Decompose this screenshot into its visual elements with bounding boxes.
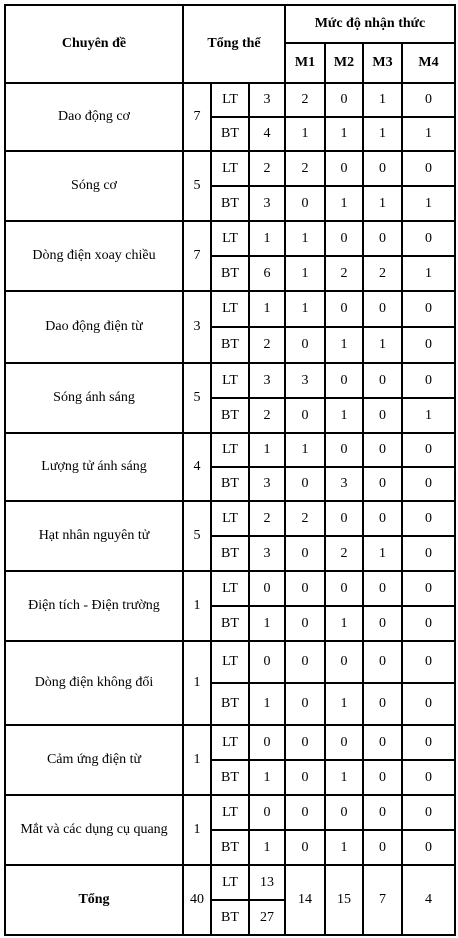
level-m4-cell: 0 bbox=[402, 327, 455, 363]
topic-total-cell: 3 bbox=[183, 291, 211, 363]
level-m3-cell: 0 bbox=[363, 795, 402, 830]
level-m3-cell: 0 bbox=[363, 641, 402, 683]
question-type-cell: LT bbox=[211, 83, 249, 117]
question-type-cell: BT bbox=[211, 830, 249, 865]
total-lt-count-cell: 13 bbox=[249, 865, 285, 900]
question-type-cell: LT bbox=[211, 641, 249, 683]
question-type-cell: BT bbox=[211, 398, 249, 433]
header-level-m1: M1 bbox=[285, 43, 325, 83]
level-m4-cell: 0 bbox=[402, 151, 455, 186]
level-m2-cell: 0 bbox=[325, 363, 363, 398]
level-m1-cell: 0 bbox=[285, 795, 325, 830]
question-type-cell: BT bbox=[211, 256, 249, 291]
level-m2-cell: 0 bbox=[325, 795, 363, 830]
question-count-cell: 3 bbox=[249, 186, 285, 221]
total-level-m4-cell: 4 bbox=[402, 865, 455, 935]
topic-total-cell: 7 bbox=[183, 221, 211, 291]
total-level-m3-cell: 7 bbox=[363, 865, 402, 935]
question-count-cell: 3 bbox=[249, 467, 285, 501]
topic-total-cell: 7 bbox=[183, 83, 211, 151]
question-type-cell: LT bbox=[211, 571, 249, 606]
level-m3-cell: 2 bbox=[363, 256, 402, 291]
level-m3-cell: 0 bbox=[363, 760, 402, 795]
level-m1-cell: 1 bbox=[285, 221, 325, 256]
level-m1-cell: 2 bbox=[285, 501, 325, 536]
question-type-cell: BT bbox=[211, 117, 249, 151]
total-label-cell: Tổng bbox=[5, 865, 183, 935]
header-level-m2: M2 bbox=[325, 43, 363, 83]
level-m2-cell: 1 bbox=[325, 327, 363, 363]
header-topic: Chuyên đề bbox=[5, 5, 183, 83]
level-m2-cell: 0 bbox=[325, 641, 363, 683]
question-type-cell: BT bbox=[211, 760, 249, 795]
question-count-cell: 1 bbox=[249, 830, 285, 865]
level-m1-cell: 0 bbox=[285, 398, 325, 433]
question-type-cell: LT bbox=[211, 221, 249, 256]
level-m2-cell: 1 bbox=[325, 186, 363, 221]
question-count-cell: 3 bbox=[249, 536, 285, 571]
topic-total-cell: 1 bbox=[183, 725, 211, 795]
knowledge-level-table bbox=[5, 5, 455, 935]
question-count-cell: 1 bbox=[249, 760, 285, 795]
level-m1-cell: 0 bbox=[285, 571, 325, 606]
question-count-cell: 3 bbox=[249, 363, 285, 398]
level-m2-cell: 1 bbox=[325, 683, 363, 725]
level-m2-cell: 0 bbox=[325, 725, 363, 760]
level-m4-cell: 0 bbox=[402, 830, 455, 865]
level-m4-cell: 0 bbox=[402, 83, 455, 117]
level-m1-cell: 2 bbox=[285, 83, 325, 117]
level-m2-cell: 0 bbox=[325, 501, 363, 536]
level-m2-cell: 1 bbox=[325, 117, 363, 151]
header-level-m3: M3 bbox=[363, 43, 402, 83]
level-m3-cell: 0 bbox=[363, 501, 402, 536]
topic-cell: Mắt và các dụng cụ quang bbox=[5, 795, 183, 865]
total-bt-type-cell: BT bbox=[211, 900, 249, 935]
total-bt-count-cell: 27 bbox=[249, 900, 285, 935]
topic-cell: Sóng ánh sáng bbox=[5, 363, 183, 433]
question-count-cell: 2 bbox=[249, 151, 285, 186]
level-m2-cell: 0 bbox=[325, 83, 363, 117]
level-m3-cell: 1 bbox=[363, 83, 402, 117]
question-count-cell: 1 bbox=[249, 221, 285, 256]
header-level-m4: M4 bbox=[402, 43, 455, 83]
topic-cell: Sóng cơ bbox=[5, 151, 183, 221]
level-m3-cell: 1 bbox=[363, 117, 402, 151]
level-m2-cell: 0 bbox=[325, 571, 363, 606]
topic-total-cell: 5 bbox=[183, 501, 211, 571]
level-m1-cell: 3 bbox=[285, 363, 325, 398]
level-m4-cell: 1 bbox=[402, 256, 455, 291]
topic-cell: Dòng điện xoay chiều bbox=[5, 221, 183, 291]
topic-cell: Dao động cơ bbox=[5, 83, 183, 151]
level-m1-cell: 0 bbox=[285, 760, 325, 795]
question-type-cell: LT bbox=[211, 433, 249, 467]
level-m1-cell: 0 bbox=[285, 830, 325, 865]
topic-cell: Hạt nhân nguyên tử bbox=[5, 501, 183, 571]
question-type-cell: BT bbox=[211, 186, 249, 221]
level-m2-cell: 0 bbox=[325, 291, 363, 327]
question-type-cell: LT bbox=[211, 501, 249, 536]
level-m1-cell: 0 bbox=[285, 536, 325, 571]
level-m3-cell: 0 bbox=[363, 398, 402, 433]
topic-cell: Lượng tử ánh sáng bbox=[5, 433, 183, 501]
level-m1-cell: 1 bbox=[285, 256, 325, 291]
question-type-cell: BT bbox=[211, 536, 249, 571]
level-m1-cell: 2 bbox=[285, 151, 325, 186]
level-m4-cell: 0 bbox=[402, 641, 455, 683]
level-m2-cell: 3 bbox=[325, 467, 363, 501]
level-m1-cell: 1 bbox=[285, 433, 325, 467]
document-frame bbox=[4, 4, 456, 936]
level-m4-cell: 0 bbox=[402, 571, 455, 606]
question-count-cell: 1 bbox=[249, 291, 285, 327]
level-m2-cell: 1 bbox=[325, 760, 363, 795]
level-m2-cell: 2 bbox=[325, 536, 363, 571]
header-overall: Tổng thể bbox=[183, 5, 285, 83]
level-m3-cell: 0 bbox=[363, 683, 402, 725]
level-m4-cell: 0 bbox=[402, 221, 455, 256]
level-m4-cell: 0 bbox=[402, 433, 455, 467]
level-m2-cell: 0 bbox=[325, 433, 363, 467]
question-count-cell: 0 bbox=[249, 641, 285, 683]
question-type-cell: LT bbox=[211, 795, 249, 830]
level-m4-cell: 0 bbox=[402, 606, 455, 641]
level-m3-cell: 0 bbox=[363, 830, 402, 865]
level-m4-cell: 0 bbox=[402, 536, 455, 571]
question-type-cell: LT bbox=[211, 725, 249, 760]
question-count-cell: 3 bbox=[249, 83, 285, 117]
level-m4-cell: 0 bbox=[402, 467, 455, 501]
level-m4-cell: 0 bbox=[402, 363, 455, 398]
level-m3-cell: 1 bbox=[363, 186, 402, 221]
question-count-cell: 2 bbox=[249, 327, 285, 363]
level-m4-cell: 0 bbox=[402, 291, 455, 327]
question-count-cell: 6 bbox=[249, 256, 285, 291]
level-m2-cell: 2 bbox=[325, 256, 363, 291]
level-m3-cell: 0 bbox=[363, 291, 402, 327]
level-m3-cell: 0 bbox=[363, 467, 402, 501]
level-m3-cell: 0 bbox=[363, 151, 402, 186]
topic-total-cell: 1 bbox=[183, 795, 211, 865]
level-m1-cell: 0 bbox=[285, 641, 325, 683]
topic-total-cell: 5 bbox=[183, 151, 211, 221]
question-count-cell: 1 bbox=[249, 433, 285, 467]
question-count-cell: 2 bbox=[249, 398, 285, 433]
level-m4-cell: 1 bbox=[402, 186, 455, 221]
topic-total-cell: 1 bbox=[183, 641, 211, 725]
question-count-cell: 2 bbox=[249, 501, 285, 536]
level-m2-cell: 1 bbox=[325, 606, 363, 641]
question-type-cell: BT bbox=[211, 327, 249, 363]
level-m4-cell: 0 bbox=[402, 725, 455, 760]
level-m4-cell: 1 bbox=[402, 117, 455, 151]
total-lt-type-cell: LT bbox=[211, 865, 249, 900]
question-count-cell: 0 bbox=[249, 795, 285, 830]
level-m4-cell: 0 bbox=[402, 795, 455, 830]
question-type-cell: LT bbox=[211, 291, 249, 327]
question-count-cell: 1 bbox=[249, 606, 285, 641]
topic-total-cell: 1 bbox=[183, 571, 211, 641]
level-m2-cell: 0 bbox=[325, 151, 363, 186]
level-m3-cell: 0 bbox=[363, 606, 402, 641]
level-m1-cell: 0 bbox=[285, 186, 325, 221]
level-m3-cell: 0 bbox=[363, 433, 402, 467]
question-count-cell: 4 bbox=[249, 117, 285, 151]
total-level-m1-cell: 14 bbox=[285, 865, 325, 935]
question-type-cell: LT bbox=[211, 363, 249, 398]
topic-total-cell: 4 bbox=[183, 433, 211, 501]
level-m1-cell: 0 bbox=[285, 327, 325, 363]
topic-cell: Dao động điện từ bbox=[5, 291, 183, 363]
question-type-cell: BT bbox=[211, 683, 249, 725]
topic-cell: Dòng điện không đổi bbox=[5, 641, 183, 725]
level-m1-cell: 0 bbox=[285, 683, 325, 725]
grand-total-cell: 40 bbox=[183, 865, 211, 935]
level-m3-cell: 0 bbox=[363, 725, 402, 760]
level-m4-cell: 1 bbox=[402, 398, 455, 433]
level-m2-cell: 0 bbox=[325, 221, 363, 256]
topic-cell: Cảm ứng điện từ bbox=[5, 725, 183, 795]
question-type-cell: LT bbox=[211, 151, 249, 186]
level-m4-cell: 0 bbox=[402, 760, 455, 795]
level-m2-cell: 1 bbox=[325, 830, 363, 865]
level-m4-cell: 0 bbox=[402, 683, 455, 725]
topic-cell: Điện tích - Điện trường bbox=[5, 571, 183, 641]
level-m1-cell: 0 bbox=[285, 467, 325, 501]
level-m3-cell: 1 bbox=[363, 536, 402, 571]
level-m2-cell: 1 bbox=[325, 398, 363, 433]
level-m4-cell: 0 bbox=[402, 501, 455, 536]
level-m3-cell: 0 bbox=[363, 571, 402, 606]
question-count-cell: 0 bbox=[249, 725, 285, 760]
level-m1-cell: 0 bbox=[285, 606, 325, 641]
level-m3-cell: 0 bbox=[363, 221, 402, 256]
level-m1-cell: 0 bbox=[285, 725, 325, 760]
level-m1-cell: 1 bbox=[285, 291, 325, 327]
level-m1-cell: 1 bbox=[285, 117, 325, 151]
question-type-cell: BT bbox=[211, 467, 249, 501]
total-level-m2-cell: 15 bbox=[325, 865, 363, 935]
level-m3-cell: 1 bbox=[363, 327, 402, 363]
question-count-cell: 1 bbox=[249, 683, 285, 725]
question-count-cell: 0 bbox=[249, 571, 285, 606]
topic-total-cell: 5 bbox=[183, 363, 211, 433]
question-type-cell: BT bbox=[211, 606, 249, 641]
level-m3-cell: 0 bbox=[363, 363, 402, 398]
header-levels-title: Mức độ nhận thức bbox=[285, 5, 455, 43]
